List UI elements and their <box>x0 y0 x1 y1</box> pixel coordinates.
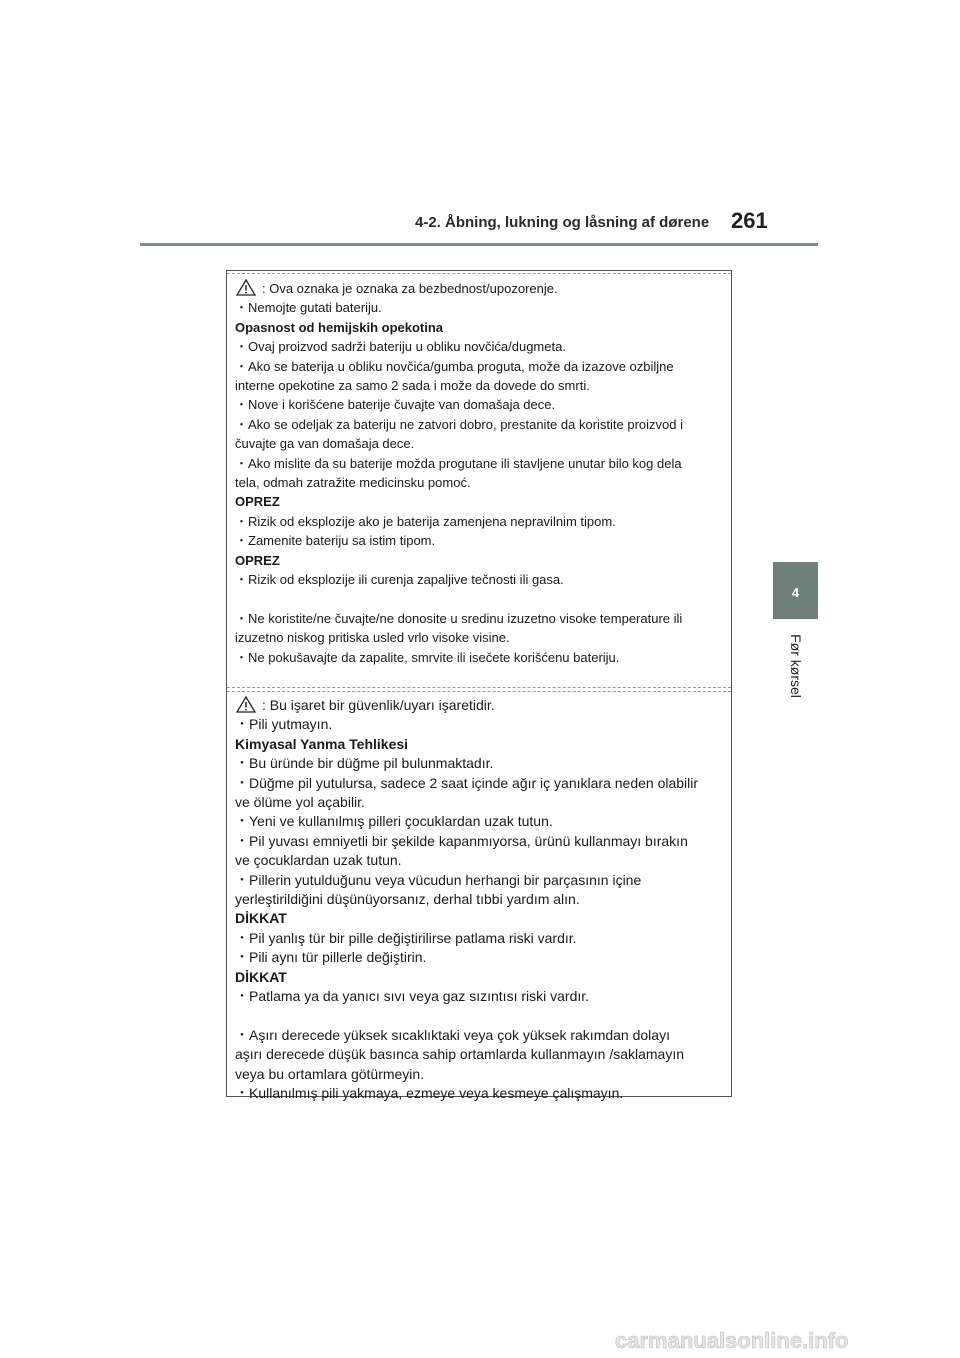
warning-symbol-line <box>235 696 725 715</box>
text-line: ・Ne pokušavajte da zapalite, smrvite ili isečete korišćenu bateriju. <box>235 649 620 665</box>
text-line: izuzetno niskog pritiska usled vrlo visoke visine. <box>235 630 510 646</box>
serbian-warning-section <box>235 279 725 667</box>
header-rule <box>140 243 818 246</box>
text-line: veya bu ortamlara götürmeyin. <box>235 1065 425 1082</box>
chapter-number: 4 <box>791 585 800 600</box>
text-line: ・Ako se odeljak za bateriju ne zatvori dobro, prestanite da koristite proizvod i <box>235 416 684 432</box>
subheading: OPREZ <box>235 552 280 568</box>
warning-symbol-text: : Bu işaret bir güvenlik/uyarı işaretidir. <box>262 697 495 713</box>
watermark-text: carmanualsonline.info <box>615 1328 849 1353</box>
subheading: OPREZ <box>235 494 280 510</box>
warning-triangle-icon <box>236 279 256 296</box>
warning-symbol-line <box>235 279 725 298</box>
text-line: ・Nemojte gutati bateriju. <box>235 300 382 316</box>
text-line: ・Kullanılmış pili yakmaya, ezmeye veya kesmeye çalışmayın. <box>235 1085 624 1102</box>
text-line: ・Rizik od eksplozije ako je baterija zamenjena nepravilnim tipom. <box>235 513 616 529</box>
text-line: yerleştirildiğini düşünüyorsanız, derhal tıbbi yardım alın. <box>235 891 580 908</box>
warning-triangle-icon <box>236 696 256 713</box>
page-number: 261 <box>731 208 768 233</box>
chapter-label: Før kørsel <box>788 634 804 698</box>
text-line: ・Pillerin yutulduğunu veya vücudun herhangi bir parçasının içine <box>235 871 642 888</box>
text-line: ve ölüme yol açabilir. <box>235 794 365 811</box>
text-line: čuvajte ga van domašaja dece. <box>235 436 415 452</box>
text-line: ・Bu üründe bir düğme pil bulunmaktadır. <box>235 755 494 772</box>
text-line: ・Pili yutmayın. <box>235 716 333 733</box>
text-line: ve çocuklardan uzak tutun. <box>235 852 402 869</box>
text-line: interne opekotine za samo 2 sada i može da dovede do smrti. <box>235 378 590 394</box>
blank-line <box>235 590 725 609</box>
text-line: ・Düğme pil yutulursa, sadece 2 saat içinde ağır iç yanıklara neden olabilir <box>235 774 699 791</box>
text-line: aşırı derecede düşük basınca sahip ortamlarda kullanmayın /saklamayın <box>235 1046 685 1063</box>
subheading: Opasnost od hemijskih opekotina <box>235 319 444 335</box>
text-line: ・Ako mislite da su baterije možda progutane ili stavljene unutar bilo kog dela <box>235 455 682 471</box>
watermark <box>615 1328 945 1354</box>
text-line: ・Zamenite bateriju sa istim tipom. <box>235 533 436 549</box>
section-title: 4-2. Åbning, lukning og låsning af dørene <box>415 214 710 231</box>
text-line: ・Yeni ve kullanılmış pilleri çocuklardan uzak tutun. <box>235 813 553 830</box>
text-line: ・Nove i korišćene baterije čuvajte van domašaja dece. <box>235 397 556 413</box>
text-line: ・Aşırı derecede yüksek sıcaklıktaki veya çok yüksek rakımdan dolayı <box>235 1026 670 1043</box>
battery-warning-box <box>226 270 732 1102</box>
text-line: ・Pil yanlış tür bir pille değiştirilirse patlama riski vardır. <box>235 929 577 946</box>
dashed-divider <box>227 687 731 688</box>
dashed-divider <box>227 273 731 274</box>
subheading: Kimyasal Yanma Tehlikesi <box>235 735 409 752</box>
text-line: ・Ako se baterija u obliku novčića/gumba proguta, može da izazove ozbiljne <box>235 358 674 374</box>
blank-line <box>235 1007 725 1026</box>
warning-symbol-text: : Ova oznaka je oznaka za bezbednost/upozorenje. <box>262 281 558 296</box>
text-line: ・Rizik od eksplozije ili curenja zapaljive tečnosti ili gasa. <box>235 572 564 588</box>
text-line: ・Ovaj proizvod sadrži bateriju u obliku novčića/dugmeta. <box>235 339 566 355</box>
subheading: DİKKAT <box>235 968 287 985</box>
text-line: ・Pili aynı tür pillerle değiştirin. <box>235 949 427 966</box>
turkish-warning-section <box>235 696 725 1104</box>
text-line: ・Ne koristite/ne čuvajte/ne donosite u sredinu izuzetno visoke temperature ili <box>235 610 683 626</box>
text-line: tela, odmah zatražite medicinsku pomoć. <box>235 475 471 491</box>
text-line: ・Patlama ya da yanıcı sıvı veya gaz sızıntısı riski vardır. <box>235 988 590 1005</box>
text-line: ・Pil yuvası emniyetli bir şekilde kapanmıyorsa, ürünü kullanmayı bırakın <box>235 832 688 849</box>
dashed-divider <box>227 691 731 692</box>
subheading: DİKKAT <box>235 910 287 927</box>
chapter-tab <box>773 562 818 619</box>
